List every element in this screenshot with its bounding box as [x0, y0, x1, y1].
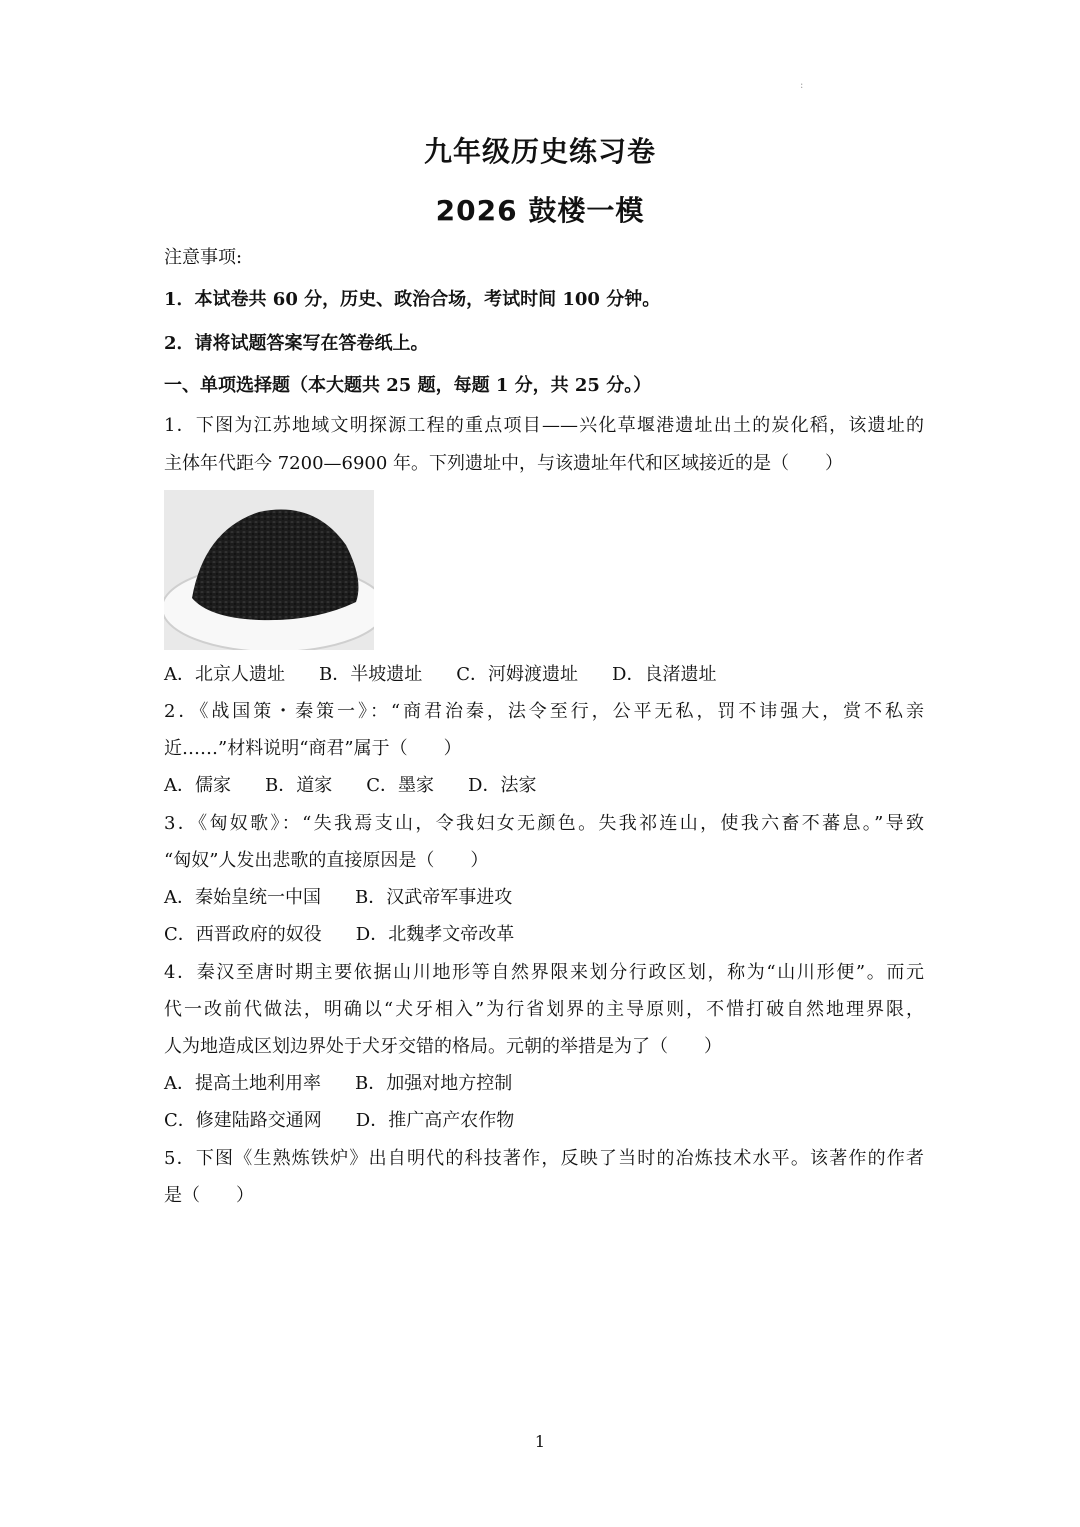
- question-5-line-2: 是（ ）: [164, 1185, 254, 1206]
- question-4-option-b[interactable]: B．加强对地方控制: [355, 1073, 513, 1094]
- question-2-option-c[interactable]: C．墨家: [366, 775, 435, 796]
- question-1-option-b[interactable]: B．半坡遗址: [319, 664, 423, 685]
- question-4-line-3: 人为地造成区划边界处于犬牙交错的格局。元朝的举措是为了（ ）: [164, 1036, 722, 1057]
- question-3-option-b[interactable]: B．汉武帝军事进攻: [355, 887, 513, 908]
- question-4-line-2: 代一改前代做法，明确以“犬牙相入”为行省划界的主导原则，不惜打破自然地理界限，: [164, 999, 924, 1020]
- question-2-option-d[interactable]: D．法家: [468, 775, 537, 796]
- question-1-option-c[interactable]: C．河姆渡遗址: [456, 664, 579, 685]
- question-3-line-1: 3．《匈奴歌》：“失我焉支山，令我妇女无颜色。失我祁连山，使我六畜不蕃息。”导致: [164, 813, 924, 834]
- question-1-line-1: 1．下图为江苏地域文明探源工程的重点项目——兴化草堰港遗址出土的炭化稻，该遗址的: [164, 415, 924, 436]
- question-3-options-row-1: [164, 886, 924, 910]
- question-4-options-row-2: [164, 1109, 924, 1133]
- question-4-line-1: 4．秦汉至唐时期主要依据山川地形等自然界限来划分行政区划，称为“山川形便”。而元: [164, 962, 924, 983]
- question-5-line-1: 5．下图《生熟炼铁炉》出自明代的科技著作，反映了当时的冶炼技术水平。该著作的作者: [164, 1148, 924, 1169]
- notice-heading: 注意事项:: [164, 247, 243, 268]
- notice-item-2: 2．请将试题答案写在答卷纸上。: [164, 333, 429, 354]
- question-3-option-a[interactable]: A．秦始皇统一中国: [164, 887, 321, 908]
- question-1-option-d[interactable]: D．良渚遗址: [612, 664, 717, 685]
- question-3-option-d[interactable]: D．北魏孝文帝改革: [355, 924, 515, 945]
- section-heading: 一、单项选择题（本大题共 25 题，每题 1 分，共 25 分。）: [164, 375, 652, 396]
- carbonized-rice-photo: [164, 490, 374, 650]
- question-3-options-row-2: [164, 923, 924, 947]
- page-subtitle: 2026 鼓楼一模: [435, 194, 645, 227]
- question-2-options: [164, 774, 924, 798]
- question-1-option-a[interactable]: A．北京人遗址: [164, 664, 285, 685]
- notice-item-1: 1．本试卷共 60 分，历史、政治合场，考试时间 100 分钟。: [164, 289, 661, 310]
- question-4-option-c[interactable]: C．修建陆路交通网: [164, 1110, 322, 1131]
- question-4-option-a[interactable]: A．提高土地利用率: [164, 1073, 321, 1094]
- question-2-option-b[interactable]: B．道家: [265, 775, 333, 796]
- page-title: 九年级历史练习卷: [423, 135, 656, 168]
- page-number: 1: [534, 1432, 546, 1451]
- question-1-options: [164, 663, 924, 687]
- corner-mark: :: [800, 80, 804, 91]
- question-4-option-d[interactable]: D．推广高产农作物: [355, 1110, 515, 1131]
- question-1-line-2: 主体年代距今 7200—6900 年。下列遗址中，与该遗址年代和区域接近的是（ ）: [164, 453, 844, 474]
- question-4-options-row-1: [164, 1072, 924, 1096]
- question-3-option-c[interactable]: C．西晋政府的奴役: [164, 924, 322, 945]
- question-2-option-a[interactable]: A．儒家: [164, 775, 231, 796]
- question-2-line-1: 2．《战国策・秦策一》：“商君治秦，法令至行，公平无私，罚不讳强大，赏不私亲: [164, 701, 924, 722]
- question-3-line-2: “匈奴”人发出悲歌的直接原因是（ ）: [164, 850, 489, 871]
- question-2-line-2: 近……”材料说明“商君”属于（ ）: [164, 738, 462, 759]
